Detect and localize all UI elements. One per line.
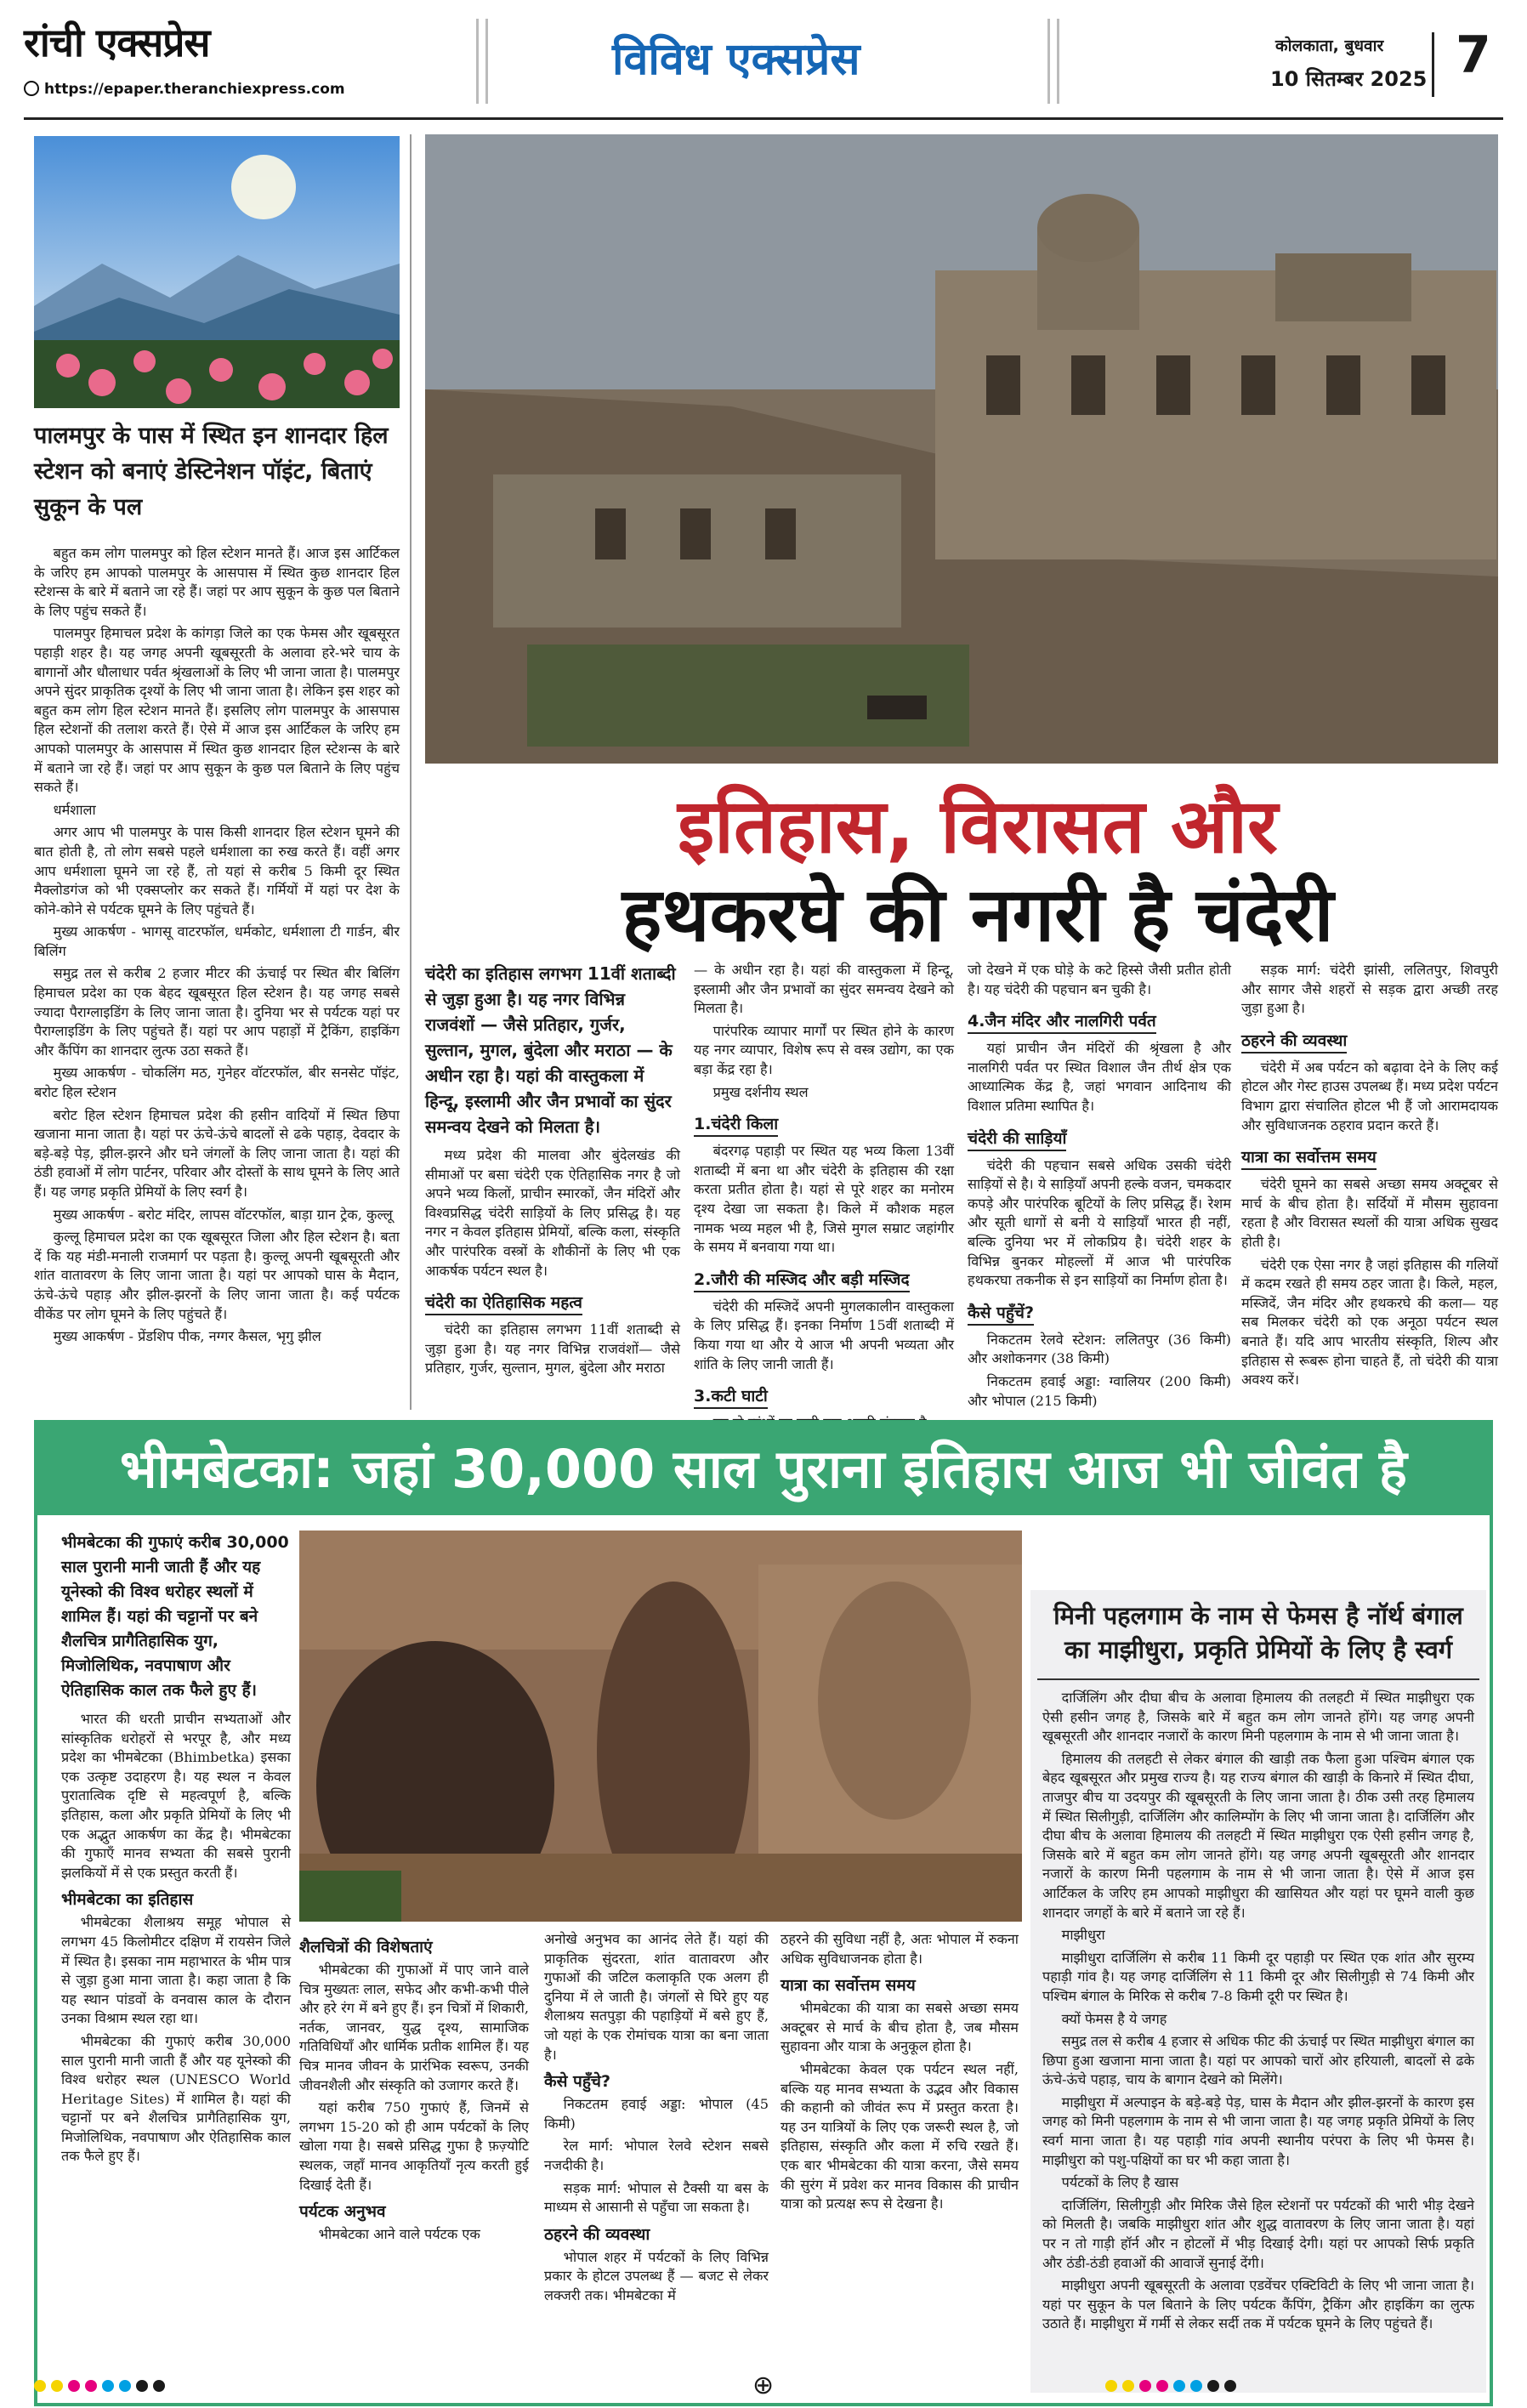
header-rule bbox=[24, 117, 1503, 120]
chanderi-c2-p3: बंदरगढ़ पहाड़ी पर स्थित यह भव्य किला 13वीं शताब्दी में बना था और चंदेरी के इतिहास की रक्षा करता प्रतीत होता है। यहां से पूरे शहर का मनोरम दृश्य देखा जा सकता है। किले में कौशक महल नामक भव्य महल भी है, जिसे मुगल सम्राट जहांगीर के समय में बनवाया गया था। bbox=[694, 1143, 954, 1256]
palampur-para-3: धर्मशाला bbox=[53, 801, 96, 818]
chanderi-sub-history: चंदेरी का ऐतिहासिक महत्व bbox=[425, 1291, 582, 1315]
bhimbetka-col-4 bbox=[781, 1930, 1019, 2218]
palampur-para-9: मुख्य आकर्षण - बरोट मंदिर, लापस वॉटरफॉल, बाड़ा ग्रान ट्रेक, कुल्लू bbox=[53, 1206, 393, 1223]
bhimbetka-sub-stay: ठहरने की व्यवस्था bbox=[544, 2224, 650, 2244]
chanderi-sub-kati-ghati: 3.कटी घाटी bbox=[694, 1384, 768, 1409]
bhimbetka-p14: भीमबेटका केवल एक पर्यटन स्थल नहीं, बल्कि यह मानव सभ्यता के उद्भव और विकास की कहानी को जीवंत रूप में प्रस्तुत करता है। यह उन यात्रियों के लिए एक जरूरी स्थल है, जो इतिहास, संस्कृति और कला में रुचि रखते हैं। एक बार भीमबेटका की यात्रा करना, जैसे समय की सुरंग में प्रवेश कर मानव विकास की प्राचीन यात्रा को प्रत्यक्ष रूप से देखना है। bbox=[781, 2060, 1019, 2212]
majhidhura-p5: क्यों फेमस है ये जगह bbox=[1061, 2010, 1167, 2027]
header-divider-left bbox=[476, 19, 488, 104]
chanderi-sub-stay: ठहरने की व्यवस्था bbox=[1241, 1029, 1347, 1054]
chanderi-col-4 bbox=[1241, 961, 1498, 1394]
chanderi-sub-best-time: यात्रा का सर्वोत्तम समय bbox=[1241, 1145, 1377, 1170]
bhimbetka-p6: भीमबेटका आने वाले पर्यटक एक bbox=[318, 2226, 480, 2243]
palampur-para-6: समुद्र तल से करीब 2 हजार मीटर की ऊंचाई पर स्थित बीर बिलिंग हिमाचल प्रदेश का एक बेहद खूबसूरत हिल स्टेशन है। यह जगह सबसे ज्यादा पैराग्लाइडिंग के लिए जाना जाता है। दुनिया भर से पर्यटक यहां पर पैराग्लाइडिंग के लिए पहुंचते हैं। यहां पर आप पहाड़ों में ट्रैकिंग, हाइकिंग और कैंपिंग का शानदार लुत्फ उठा सकते हैं। bbox=[34, 965, 400, 1059]
bhimbetka-p11: भोपाल शहर में पर्यटकों के लिए विभिन्न प्रकार के होटल उपलब्ध हैं — बजट से लेकर लक्जरी तक। भीमबेटका में bbox=[544, 2248, 769, 2303]
chanderi-sub-mosque: 2.जौरी की मस्जिद और बड़ी मस्जिद bbox=[694, 1268, 910, 1292]
globe-icon bbox=[24, 81, 39, 96]
palampur-para-2: पालमपुर हिमाचल प्रदेश के कांगड़ा जिले का एक फेमस और खूबसूरत पहाड़ी शहर है। यह जगह अपनी खूबसूरती के अलावा हरे-भरे चाय के बागानों और धौलाधार पर्वत श्रृंखलाओं के लिए भी जाना जाता है। पालमपुर अपने सुंदर प्राकृतिक दृश्यों के लिए भी जाना जाता है। लेकिन इस शहर को बहुत कम लोग हिल स्टेशन मानते हैं। इसलिए लोग पालमपुर के आसपास हिल स्टेशनों की तलाश करते हैं। ऐसे में आज इस आर्टिकल के जरिए हम आपको पालमपुर के आसपास में स्थित कुछ शानदार हिल स्टेशन्स के बारे में बताने जा रहे हैं। जहां पर आप सुकून के कुछ पल बिताने के लिए पहुंच सकते हैं। bbox=[34, 625, 400, 796]
bhimbetka-p7: अनोखे अनुभव का आनंद लेते हैं। यहां की प्राकृतिक सुंदरता, शांत वातावरण और गुफाओं की जटिल कलाकृति एक अलग ही दुनिया में ले जाती है। जंगलों से घिरे हुए यह शैलाश्रय सतपुड़ा की पहाड़ियों में बसे हुए हैं, जो यहां के एक रोमांचक यात्रा का बना जाता है। bbox=[544, 1931, 769, 2063]
majhidhura-p6: समुद्र तल से करीब 4 हजार से अधिक फीट की ऊंचाई पर स्थित माझीधुरा बंगाल का छिपा हुआ खजाना माना जाता है। यहां पर आपको चारों ओर हरियाली, बादलों से ढके ऊंचे-ऊंचे पहाड़, चाय के बागान देखने को मिलेंगे। bbox=[1042, 2033, 1474, 2088]
section-title: विविध एक्सप्रेस bbox=[612, 34, 860, 85]
bhimbetka-col-2 bbox=[299, 1930, 529, 2248]
epaper-url-link[interactable]: https://epaper.theranchiexpress.com bbox=[24, 81, 345, 98]
bhimbetka-p4: भीमबेटका की गुफाओं में पाए जाने वाले चित्र मुख्यतः लाल, सफेद और कभी-कभी पीले और हरे रंग में बने हुए हैं। इन चित्रों में शिकारी, नर्तक, जानवर, युद्ध दृश्य, सामाजिक गतिविधियाँ और धार्मिक प्रतीक शामिल हैं। यह चित्र मानव जीवन के प्रारंभिक स्वरूप, उनकी जीवनशैली और संस्कृति को उजागर करते हैं। bbox=[299, 1962, 529, 2093]
chanderi-sub-jain: 4.जैन मंदिर और नालगिरी पर्वत bbox=[968, 1009, 1156, 1034]
page-number-divider bbox=[1432, 32, 1434, 97]
bhimbetka-p13: भीमबेटका की यात्रा का सबसे अच्छा समय अक्टूबर से मार्च के बीच होता है, जब मौसम सुहावना और यात्रा के अनुकूल होता है। bbox=[781, 2000, 1019, 2055]
dot-cyan bbox=[119, 2380, 131, 2392]
palampur-headline: पालमपुर के पास में स्थित इन शानदार हिल स्टेशन को बनाएं डेस्टिनेशन पॉइंट, बिताएं सुकून के पल bbox=[34, 423, 389, 520]
palampur-para-10: कुल्लू हिमाचल प्रदेश का एक खूबसूरत जिला और हिल स्टेशन है। बता दें कि यह मंडी-मनाली राजमार्ग पर पड़ता है। कुल्लू अपनी खूबसूरती और शांत वातावरण के लिए जाना जाता है। यहां पर आपको घास के मैदान, ऊंचे-ऊंचे पहाड़ और झील-झरनों के लिए जाना जाता है। कई पर्यटक वीकेंड पर लोग घूमने के लिए पहुंचते हैं। bbox=[34, 1229, 400, 1322]
dot-yellow bbox=[1105, 2380, 1117, 2392]
chanderi-c4-p4: चंदेरी एक ऐसा नगर है जहां इतिहास की गलियों में कदम रखते ही समय ठहर जाता है। किले, महल, मस्जिदें, जैन मंदिर और हथकरघे की कला— यह सब मिलकर चंदेरी को एक अनूठा पर्यटन स्थल बनाते हैं। यदि आप भारतीय संस्कृति, शिल्प और इतिहास से रूबरू होना चाहते हैं, तो चंदेरी की यात्रा अवश्य करें। bbox=[1241, 1256, 1498, 1389]
bhimbetka-p1: भारत की धरती प्राचीन सभ्यताओं और सांस्कृतिक धरोहरों से भरपूर है, और मध्य प्रदेश का भीमबेटका (Bhimbetka) इसका एक उत्कृष्ट उदाहरण है। यह स्थल न केवल पुरातात्विक दृष्टि से महत्वपूर्ण है, बल्कि इतिहास, कला और प्रकृति प्रेमियों के लिए भी एक अद्भुत आकर्षण का केंद्र है। भीमबेटका की गुफाएँ मानव सभ्यता की सबसे पुरानी झलकियों में से एक प्रस्तुत करती हैं। bbox=[61, 1711, 291, 1881]
chanderi-c4-p1: सड़क मार्ग: चंदेरी झांसी, ललितपुर, शिवपुरी और सागर जैसे शहरों से सड़क द्वारा अच्छी तरह जुड़ा हुआ है। bbox=[1241, 962, 1498, 1017]
chanderi-c4-p3: चंदेरी घूमने का सबसे अच्छा समय अक्टूबर से मार्च के बीच होता है। सर्दियों में मौसम सुहावना रहता है और विरासत स्थलों की यात्रा अधिक सुखद होती है। bbox=[1241, 1176, 1498, 1250]
dateline-city: कोलकाता, बुधवार bbox=[1275, 37, 1384, 55]
bhimbetka-sub-paintings: शैलचित्रों की विशेषताएं bbox=[299, 1938, 433, 1956]
chanderi-sub-how-to-reach: कैसे पहुँचें? bbox=[968, 1301, 1034, 1326]
palampur-para-7: मुख्य आकर्षण - चोकलिंग मठ, गुनेहर वॉटरफॉल, बीर सनसेट पॉइंट, बरोट हिल स्टेशन bbox=[34, 1065, 400, 1101]
chanderi-col-2 bbox=[694, 961, 954, 1437]
chanderi-col-1 bbox=[425, 961, 680, 1382]
chanderi-fort-photo bbox=[425, 134, 1498, 764]
bhimbetka-p9: रेल मार्ग: भोपाल रेलवे स्टेशन सबसे नजदीकी है। bbox=[544, 2138, 769, 2173]
bhimbetka-sub-experience: पर्यटक अनुभव bbox=[299, 2202, 386, 2222]
chanderi-c3-p1: जो देखने में एक घोड़े के कटे हिस्से जैसी प्रतीत होती है। यह चंदेरी की पहचान बन चुकी है। bbox=[968, 962, 1231, 997]
header-divider-right bbox=[1047, 19, 1059, 104]
bhimbetka-sub-how-to-reach: कैसे पहुँचे? bbox=[544, 2072, 611, 2092]
dot-black bbox=[153, 2380, 165, 2392]
palampur-photo bbox=[34, 136, 400, 408]
masthead-brand: रांची एक्सप्रेस bbox=[24, 20, 210, 65]
palampur-body bbox=[34, 544, 400, 1350]
dateline-date: 10 सितम्बर 2025 bbox=[1270, 67, 1428, 91]
chanderi-sub-sarees: चंदेरी की साड़ियाँ bbox=[968, 1127, 1066, 1151]
bhimbetka-col-3 bbox=[544, 1930, 769, 2309]
bhimbetka-sub-best-time: यात्रा का सर्वोत्तम समय bbox=[781, 1976, 916, 1996]
color-registration-dots-left bbox=[34, 2379, 170, 2398]
bhimbetka-col-1 bbox=[61, 1531, 291, 2170]
majhidhura-article bbox=[1030, 1590, 1486, 2393]
majhidhura-p2: हिमालय की तलहटी से लेकर बंगाल की खाड़ी तक फैला हुआ पश्चिम बंगाल एक बेहद खूबसूरत और प्रमुख राज्य है। यह राज्य बंगाल की खाड़ी के किनारे में स्थित दीघा, ताजपुर बीच या उदयपुर की खूबसूरती के लिए जाना जाता है। ठीक उसी तरह हिमालय में स्थित सिलीगुड़ी, दार्जिलिंग और कालिम्पोंग के लिए भी जाना जाता है। दार्जिलिंग और दीघा बीच के अलावा हिमालय की तलहटी में स्थित माझीधुरा एक ऐसी हसीन जगह है, जिसके बारे में बहुत कम लोग जानते होंगे। यह जगह अपनी खूबसूरती और शानदार नजारों के कारण मिनी पहलगाम के नाम से भी जाना जाता है। ऐसे में आज इस आर्टिकल के जरिए हम आपको माझीधुरा की खासियत और यहां पर घूमने वाली कुछ शानदार जगहों के बारे में बताने जा रहे हैं। bbox=[1042, 1750, 1474, 1921]
bhimbetka-p10: सड़क मार्ग: भोपाल से टैक्सी या बस के माध्यम से आसानी से पहुँचा जा सकता है। bbox=[544, 2179, 769, 2216]
majhidhura-p7: माझीधुरा में अल्पाइन के बड़े-बड़े पेड़, घास के मैदान और झील-झरनों के कारण इस जगह को मिनी पहलगाम के नाम से भी जाना जाता है। यह जगह प्रकृति प्रेमियों के लिए स्वर्ग माना जाता है। यह पहाड़ी गांव अपनी स्थानीय परंपरा के लिए भी फेमस है। माझीधुरा को पशु-पक्षियों का घर भी कहा जाता है। bbox=[1042, 2093, 1474, 2168]
dot-cyan bbox=[102, 2380, 114, 2392]
palampur-para-1: बहुत कम लोग पालमपुर को हिल स्टेशन मानते हैं। आज इस आर्टिकल के जरिए हम आपको पालमपुर के आसपास में स्थित कुछ शानदार हिल स्टेशन्स के बारे में बताने जा रहे हैं। जहां पर आप सुकून के कुछ पल बिताने के लिए पहुंच सकते हैं। bbox=[34, 545, 400, 619]
majhidhura-p10: माझीधुरा अपनी खूबसूरती के अलावा एडवेंचर एक्टिविटी के लिए भी जाना जाता है। यहां पर सुकून के पल बिताने के लिए पर्यटक कैंपिंग, ट्रैकिंग और हाइकिंग का लुत्फ उठाते हैं। माझीधुरा में गर्मी से लेकर सर्दी तक में पर्यटक घूमने के लिए पहुंचते हैं। bbox=[1042, 2277, 1474, 2332]
dot-yellow bbox=[1122, 2380, 1134, 2392]
bhimbetka-cave-photo bbox=[299, 1531, 1022, 1922]
bhimbetka-p5: यहां करीब 750 गुफाएं हैं, जिनमें से लगभग 15-20 को ही आम पर्यटकों के लिए खोला गया है। सबसे प्रसिद्ध गुफा है फ़ज़्योटि स्थलक, जहाँ मानव आकृतियाँ नृत्य करती हुई दिखाई देती हैं। bbox=[299, 2099, 529, 2193]
bhimbetka-p8: निकटतम हवाई अड्डा: भोपाल (45 किमी) bbox=[544, 2096, 769, 2132]
color-registration-dots-right bbox=[1105, 2379, 1241, 2398]
majhidhura-p4: माझीधुरा दार्जिलिंग से करीब 11 किमी दूर पहाड़ी पर स्थित एक शांत और सुरम्य पहाड़ी गांव है। यह जगह दार्जिलिंग से 11 किमी दूर और सिलीगुड़ी से 74 किमी और पश्चिम बंगाल के मिरिक से करीब 7-8 किमी दूरी पर स्थित है। bbox=[1042, 1949, 1474, 2004]
majhidhura-p3: माझीधुरा bbox=[1061, 1927, 1105, 1944]
dot-magenta bbox=[1139, 2380, 1151, 2392]
chanderi-headline-line-1: इतिहास, विरासत और bbox=[677, 782, 1279, 870]
majhidhura-p8: पर्यटकों के लिए है खास bbox=[1061, 2174, 1179, 2191]
dot-magenta bbox=[85, 2380, 97, 2392]
chanderi-headline bbox=[442, 782, 1513, 959]
bhimbetka-headline: भीमबेटका: जहां 30,000 साल पुराना इतिहास आज भी जीवंत है bbox=[37, 1423, 1490, 1515]
dot-black bbox=[1224, 2380, 1236, 2392]
page-number: 7 bbox=[1456, 26, 1491, 85]
chanderi-c3-p3: चंदेरी की पहचान सबसे अधिक उसकी चंदेरी साड़ियों से है। ये साड़ियाँ अपनी हल्के वजन, चमकदार कपड़े और पारंपरिक बूटियों के लिए प्रसिद्ध हैं। रेशम और सूती धागों से बनी ये साड़ियाँ भारत ही नहीं, बल्कि दुनिया भर में लोकप्रिय है। चंदेरी शहर के विभिन्न बुनकर मोहल्लों में आज भी पारंपरिक हथकरघा तकनीक से इन साड़ियों का निर्माण होता है। bbox=[968, 1156, 1231, 1289]
dot-magenta bbox=[68, 2380, 80, 2392]
chanderi-c3-p4: निकटतम रेलवे स्टेशन: ललितपुर (36 किमी) और अशोकनगर (38 किमी) bbox=[968, 1331, 1231, 1367]
chanderi-headline-line-2: हथकरघे की नगरी है चंदेरी bbox=[622, 871, 1334, 958]
palampur-para-11: मुख्य आकर्षण - प्रेंडशिप पीक, नग्गर कैसल, भृगु झील bbox=[53, 1328, 321, 1345]
dot-yellow bbox=[34, 2380, 46, 2392]
bhimbetka-p2: भीमबेटका शैलाश्रय समूह भोपाल से लगभग 45 किलोमीटर दक्षिण में रायसेन जिले में स्थित है। इसका नाम महाभारत के भीम पात्र से जुड़ा हुआ माना जाता है। कहा जाता है कि यह स्थान पांडवों के वनवास काल के दौरान उनका विश्राम स्थल रहा था। bbox=[61, 1914, 291, 2027]
chanderi-c1-p2: चंदेरी का इतिहास लगभग 11वीं शताब्दी से जुड़ा हुआ है। यह नगर विभिन्न राजवंशों— जैसे प्रतिहार, गुर्जर, सुल्तान, मुगल, बुंदेला और मराठा bbox=[425, 1321, 680, 1377]
palampur-para-4: अगर आप भी पालमपुर के पास किसी शानदार हिल स्टेशन घूमने की बात होती है, तो लोग सबसे पहले धर्मशाला का रुख करते हैं। वहीं अगर आप धर्मशाला घूमने जा रहे हैं, तो यहां से करीब 5 किमी दूर स्थित मैक्लोडगंज को भी एक्सप्लोर कर सकते हैं। गर्मियों में यहां पर देश के कोने-कोने से पर्यटक घूमने के लिए पहुंचते हैं। bbox=[34, 824, 400, 917]
majhidhura-p9: दार्जिलिंग, सिलीगुड़ी और मिरिक जैसे हिल स्टेशनों पर पर्यटकों की भारी भीड़ देखने को मिलती है। जबकि माझीधुरा शांत और शुद्ध वातावरण के लिए जाना जाता है। यहां पर न तो गाड़ी हॉर्न और न होटलों में भीड़ दिखाई देगी। यहां पर आपको सिर्फ प्रकृति और ठंडी-ठंडी हवाओं की आवाजें सुनाई देंगी। bbox=[1042, 2196, 1474, 2271]
dot-cyan bbox=[1173, 2380, 1185, 2392]
bhimbetka-p3: भीमबेटका की गुफाएं करीब 30,000 साल पुरानी मानी जाती हैं और यह यूनेस्को की विश्व धरोहर स्थल (UNESCO World Heritage Sites) में शामिल है। यहां की चट्टानों पर बने शैलचित्र प्रागैतिहासिक युग, मिजोलिथिक, नवपाषाण और ऐतिहासिक काल तक फैले हुए हैं। bbox=[61, 2032, 291, 2165]
majhidhura-p1: दार्जिलिंग और दीघा बीच के अलावा हिमालय की तलहटी में स्थित माझीधुरा एक ऐसी हसीन जगह है, जिसके बारे में बहुत कम लोग जानते होंगे। यह जगह अपनी खूबसूरती और शानदार नजारों के कारण मिनी पहलगाम के नाम से भी जाना जाता है। bbox=[1042, 1690, 1474, 1745]
chanderi-col-3 bbox=[968, 961, 1231, 1414]
palampur-para-5: मुख्य आकर्षण - भागसू वाटरफॉल, धर्मकोट, धर्मशाला टी गार्डन, बीर बिलिंग bbox=[34, 923, 400, 959]
chanderi-c4-p2: चंदेरी में अब पर्यटन को बढ़ावा देने के लिए कई होटल और गेस्ट हाउस उपलब्ध हैं। मध्य प्रदेश पर्यटन विभाग द्वारा संचालित होटल भी हैं जो आरामदायक और सुविधाजनक ठहराव प्रदान करते हैं। bbox=[1241, 1059, 1498, 1133]
chanderi-lead: चंदेरी का इतिहास लगभग 11वीं शताब्दी से जुड़ा हुआ है। यह नगर विभिन्न राजवंशों — जैसे प्रतिहार, गुर्जर, सुल्तान, मुगल, बुंदेला और मराठा — के अधीन रहा है। यहां की वास्तुकला में हिन्दू, इस्लामी और जैन प्रभावों का सुंदर समन्वय देखने को मिलता है। bbox=[425, 963, 676, 1137]
dot-cyan bbox=[1190, 2380, 1202, 2392]
dot-black bbox=[136, 2380, 148, 2392]
dot-black bbox=[1207, 2380, 1219, 2392]
column-divider bbox=[410, 134, 412, 1410]
palampur-para-8: बरोट हिल स्टेशन हिमाचल प्रदेश की हसीन वादियों में स्थित छिपा खजाना माना जाता है। यहां पर ऊंचे-ऊंचे बादलों से ढके पहाड़, देवदार के बड़े-बड़े पेड़, झील-झरने और घने जंगलों के लिए जाना जाता है। यहां की ठंडी हवाओं में लोग पार्टनर, परिवार और दोस्तों के साथ घूमने के लिए आते हैं। यह जगह प्रकृति प्रेमियों के लिए स्वर्ग है। bbox=[34, 1106, 400, 1200]
chanderi-c2-list: प्रमुख दर्शनीय स्थल bbox=[712, 1083, 809, 1100]
chanderi-c2-p1: — के अधीन रहा है। यहां की वास्तुकला में हिन्दू, इस्लामी और जैन प्रभावों का सुंदर समन्वय देखने को मिलता है। bbox=[694, 962, 954, 1017]
chanderi-c2-p2: पारंपरिक व्यापार मार्गों पर स्थित होने के कारण यह नगर व्यापार, विशेष रूप से वस्त्र उद्योग, का एक बड़ा केंद्र रहा है। bbox=[694, 1022, 954, 1077]
chanderi-c3-p2: यहां प्राचीन जैन मंदिरों की श्रृंखला है और नालगिरी पर्वत पर स्थित विशाल जैन तीर्थ क्षेत्र एक आध्यात्मिक केंद्र है, जहां भगवान आदिनाथ की विशाल प्रतिमा स्थापित है। bbox=[968, 1040, 1231, 1114]
bhimbetka-p12: ठहरने की सुविधा नहीं है, अतः भोपाल में रुकना अधिक सुविधाजनक होता है। bbox=[781, 1931, 1019, 1967]
chanderi-c2-p4: चंदेरी की मस्जिदें अपनी मुगलकालीन वास्तुकला के लिए प्रसिद्ध हैं। इनका निर्माण 15वीं शताब्दी में किया गया था और ये आज भी अपनी भव्यता और शांति के लिए जानी जाती हैं। bbox=[694, 1298, 954, 1372]
bhimbetka-sub-history: भीमबेटका का इतिहास bbox=[61, 1890, 194, 1910]
registration-mark-icon: ⊕ bbox=[752, 2371, 775, 2400]
chanderi-sub-fort: 1.चंदेरी किला bbox=[694, 1112, 778, 1137]
chanderi-c3-p5: निकटतम हवाई अड्डा: ग्वालियर (200 किमी) और भोपाल (215 किमी) bbox=[968, 1372, 1231, 1409]
bhimbetka-lead: भीमबेटका की गुफाएं करीब 30,000 साल पुरानी मानी जाती हैं और यह यूनेस्को की विश्व धरोहर स्थलों में शामिल हैं। यहां की चट्टानों पर बने शैलचित्र प्रागैतिहासिक युग, मिजोलिथिक, नवपाषाण और ऐतिहासिक काल तक फैले हुए हैं। bbox=[61, 1533, 289, 1700]
chanderi-c1-p1: मध्य प्रदेश की मालवा और बुंदेलखंड की सीमाओं पर बसा चंदेरी एक ऐतिहासिक नगर है जो अपने भव्य किलों, प्राचीन स्मारकों, जैन मंदिरों और विश्वप्रसिद्ध चंदेरी साड़ियों के लिए प्रसिद्ध है। यह नगर न केवल इतिहास प्रेमियों, बल्कि कला, संस्कृति और पारंपरिक वस्त्रों के शौकीनों के लिए भी एक आकर्षक पर्यटन स्थल है। bbox=[425, 1147, 680, 1279]
dot-magenta bbox=[1156, 2380, 1168, 2392]
dot-yellow bbox=[51, 2380, 63, 2392]
majhidhura-headline: मिनी पहलगाम के नाम से फेमस है नॉर्थ बंगाल का माझीधुरा, प्रकृति प्रेमियों के लिए है स्वर्ग bbox=[1037, 1590, 1479, 1680]
